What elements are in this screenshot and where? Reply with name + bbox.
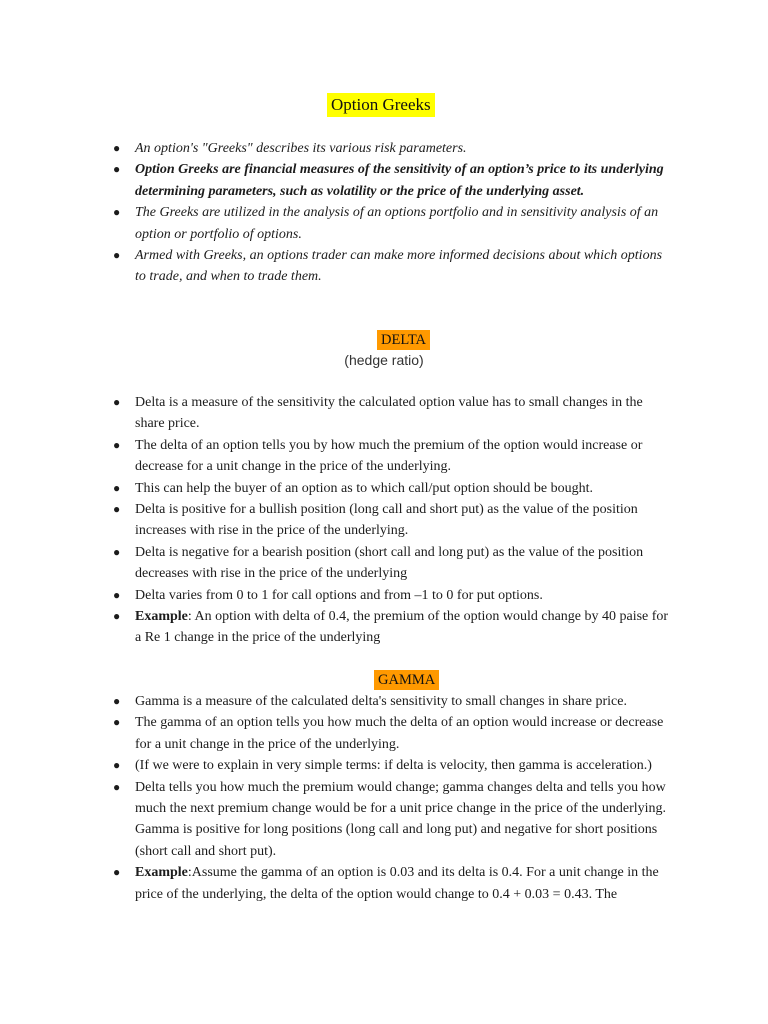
page-title: Option Greeks [327, 93, 435, 117]
list-item: ● (If we were to explain in very simple terms: if delta is velocity, then gamma is acceleration.) [113, 755, 673, 776]
bullet-icon: ● [113, 758, 121, 773]
list-item: ● The gamma of an option tells you how much the delta of an option would increase or decrease for a unit change in the price of the underlying. [113, 712, 673, 755]
bullet-icon: ● [113, 141, 121, 155]
list-item: ● Delta tells you how much the premium would change; gamma changes delta and tells you how much the next premium change would be for a unit price change in the price of the underlying. Gamma is positive for long positions (long call and long put) and negative for short positions (short call and short put). [113, 777, 673, 863]
gamma-example-item: ● Example:Assume the gamma of an option is 0.03 and its delta is 0.4. For a unit change in the price of the underlying, the delta of the option would change to 0.4 + 0.03 = 0.43. The [113, 862, 673, 905]
list-item: ● An option's "Greeks" describes its various risk parameters. [113, 138, 673, 159]
list-item: ● This can help the buyer of an option as to which call/put option should be bought. [113, 478, 673, 499]
gamma-heading: GAMMA [374, 670, 439, 690]
delta-example-item: ● Example: An option with delta of 0.4, the premium of the option would change by 40 paise for a Re 1 change in the price of the underlying [113, 606, 673, 649]
bullet-icon: ● [113, 480, 121, 495]
list-item: ● Delta varies from 0 to 1 for call options and from –1 to 0 for put options. [113, 585, 673, 606]
example-label: Example [135, 609, 188, 625]
delta-subheading: (hedge ratio) [344, 352, 424, 368]
bullet-icon: ● [113, 437, 121, 452]
delta-list [113, 392, 673, 649]
list-item: ● Delta is a measure of the sensitivity the calculated option value has to small changes in the share price. [113, 392, 673, 435]
bullet-icon: ● [113, 395, 121, 409]
bullet-icon: ● [113, 162, 121, 177]
example-label: Example [135, 865, 188, 881]
bullet-icon: ● [113, 544, 121, 559]
intro-list [113, 138, 673, 288]
list-item: ● The delta of an option tells you by how much the premium of the option would increase or decrease for a unit change in the price of the underlying. [113, 435, 673, 478]
list-item: ● Delta is positive for a bullish position (long call and short put) as the value of the position increases with rise in the price of the underlying. [113, 499, 673, 542]
bullet-icon: ● [113, 587, 121, 602]
list-item: ● The Greeks are utilized in the analysis of an options portfolio and in sensitivity analysis of an option or portfolio of options. [113, 202, 673, 245]
gamma-list [113, 691, 673, 905]
bullet-icon: ● [113, 715, 121, 730]
list-item: ● Delta is negative for a bearish position (short call and long put) as the value of the position decreases with rise in the price of the underlying [113, 542, 673, 585]
list-item: ● Option Greeks are financial measures of the sensitivity of an option’s price to its underlying determining parameters, such as volatility or the price of the underlying asset. [113, 159, 673, 202]
bullet-icon: ● [113, 865, 121, 880]
bullet-icon: ● [113, 248, 121, 263]
bullet-icon: ● [113, 694, 121, 708]
bullet-icon: ● [113, 779, 121, 794]
list-item: ● Gamma is a measure of the calculated delta's sensitivity to small changes in share price. [113, 691, 673, 712]
bullet-icon: ● [113, 205, 121, 220]
delta-heading: DELTA [377, 330, 430, 350]
bullet-icon: ● [113, 609, 121, 624]
list-item: ● Armed with Greeks, an options trader can make more informed decisions about which options to trade, and when to trade them. [113, 245, 673, 288]
bullet-icon: ● [113, 502, 121, 517]
